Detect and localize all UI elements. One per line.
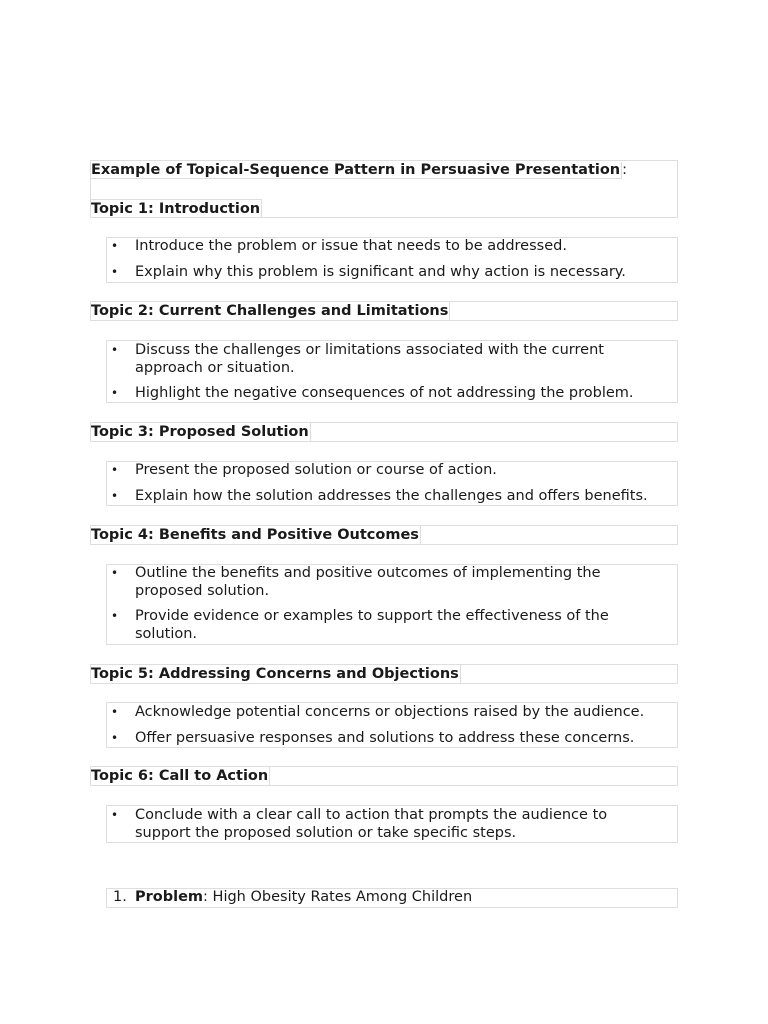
list-item xyxy=(107,608,627,643)
list-item xyxy=(107,730,677,748)
numbered-item-separator: : xyxy=(203,889,213,905)
bullet-icon: • xyxy=(111,609,119,623)
topic-heading-5: Topic 5: Addressing Concerns and Objections xyxy=(91,666,459,682)
document-title-text: Example of Topical-Sequence Pattern in Persuasive Presentation xyxy=(91,162,621,178)
bullet-text: Provide evidence or examples to support the effectiveness of the solution. xyxy=(135,608,609,642)
bullet-text: Explain why this problem is significant and why action is necessary. xyxy=(135,263,626,280)
topic-3-bullets xyxy=(106,461,678,506)
bullet-icon: • xyxy=(111,343,119,357)
list-item xyxy=(107,462,677,480)
list-item xyxy=(107,704,677,722)
topic-4-bullets xyxy=(106,564,678,645)
bullet-text: Outline the benefits and positive outcomes of implementing the proposed solution. xyxy=(135,565,601,599)
topic-3-heading-box xyxy=(90,422,678,442)
bullet-text: Present the proposed solution or course of action. xyxy=(135,462,497,478)
topic-2-bullets xyxy=(106,340,678,403)
bullet-text: Acknowledge potential concerns or objections raised by the audience. xyxy=(135,704,645,720)
list-item xyxy=(107,238,673,256)
bullet-icon: • xyxy=(111,730,119,745)
bullet-icon: • xyxy=(111,386,119,400)
bullet-icon: • xyxy=(111,264,119,279)
bullet-text: Discuss the challenges or limitations associated with the current approach or situation. xyxy=(135,342,604,376)
topic-4-heading-box xyxy=(90,525,678,545)
numbered-item-content xyxy=(135,889,677,907)
bullet-text: Highlight the negative consequences of not addressing the problem. xyxy=(135,385,634,401)
bullet-icon: • xyxy=(111,488,119,503)
topic-6-heading-box xyxy=(90,766,678,786)
topic-heading-6: Topic 6: Call to Action xyxy=(91,768,269,784)
bullet-icon: • xyxy=(111,808,119,822)
topic-heading-4: Topic 4: Benefits and Positive Outcomes xyxy=(91,527,419,543)
list-number: 1. xyxy=(113,889,127,905)
bullet-text: Explain how the solution addresses the challenges and offers benefits. xyxy=(135,487,648,504)
bullet-text: Introduce the problem or issue that needs to be addressed. xyxy=(135,238,567,254)
topic-2-heading-box xyxy=(90,301,678,321)
numbered-list-box xyxy=(106,888,678,908)
list-item xyxy=(107,385,657,403)
title-block xyxy=(90,160,678,218)
topic-1-bullets xyxy=(106,237,678,283)
bullet-icon: • xyxy=(111,463,119,477)
numbered-item-label: Problem xyxy=(135,889,204,905)
topic-6-bullets xyxy=(106,805,678,843)
numbered-item-text: High Obesity Rates Among Children xyxy=(212,889,473,905)
bullet-text: Offer persuasive responses and solutions to address these concerns. xyxy=(135,729,635,746)
list-item xyxy=(107,488,677,506)
list-item xyxy=(107,264,673,282)
topic-heading-2: Topic 2: Current Challenges and Limitations xyxy=(91,303,449,319)
topic-heading-1: Topic 1: Introduction xyxy=(91,201,261,217)
numbered-list-item xyxy=(107,889,677,907)
topic-heading-3: Topic 3: Proposed Solution xyxy=(91,424,309,440)
document-title-suffix: : xyxy=(622,162,628,178)
bullet-icon: • xyxy=(111,705,119,719)
topic-5-heading-box xyxy=(90,664,678,684)
list-item xyxy=(107,565,627,600)
list-item xyxy=(107,342,657,377)
topic-5-bullets xyxy=(106,702,678,748)
bullet-icon: • xyxy=(111,566,119,580)
bullet-text: Conclude with a clear call to action that prompts the audience to support the proposed solution or take specific steps. xyxy=(135,807,608,841)
list-item xyxy=(107,807,637,842)
bullet-icon: • xyxy=(111,239,119,253)
document-title xyxy=(91,161,627,179)
